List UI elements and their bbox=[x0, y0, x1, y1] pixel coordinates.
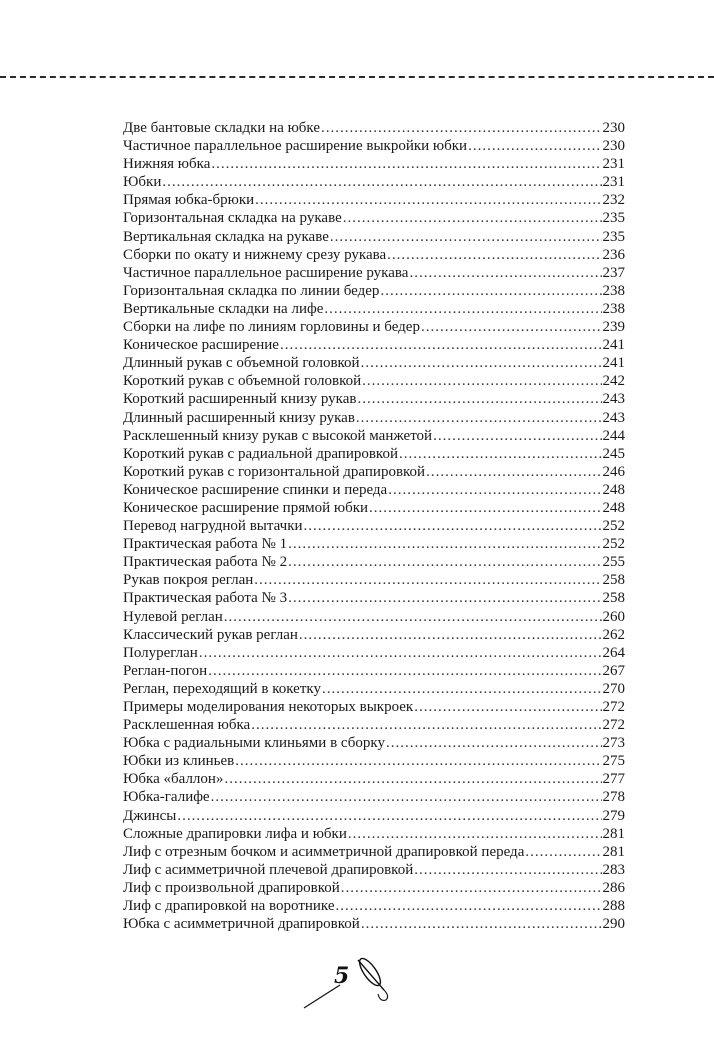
toc-entry-page: 270 bbox=[602, 680, 625, 697]
toc-entry-title: Короткий рукав с радиальной драпировкой bbox=[123, 445, 398, 462]
toc-entry-title: Юбки из клиньев bbox=[123, 753, 235, 770]
toc-entry-page: 243 bbox=[602, 391, 625, 408]
toc-entry bbox=[123, 807, 625, 825]
toc-entry-page: 281 bbox=[602, 843, 625, 860]
dot-leader bbox=[356, 409, 602, 427]
dot-leader bbox=[254, 571, 601, 589]
toc-entry-title: Юбка «баллон» bbox=[123, 771, 224, 788]
dot-leader bbox=[288, 553, 601, 571]
toc-entry bbox=[123, 788, 625, 806]
toc-entry bbox=[123, 734, 625, 752]
toc-entry-page: 252 bbox=[602, 518, 625, 535]
dot-leader bbox=[421, 318, 602, 336]
page-footer bbox=[300, 950, 400, 1020]
toc-entry-page: 232 bbox=[602, 192, 625, 209]
dot-leader bbox=[361, 915, 602, 933]
toc-entry-title: Прямая юбка-брюки bbox=[123, 192, 255, 209]
toc-entry-page: 258 bbox=[602, 590, 625, 607]
toc-entry bbox=[123, 390, 625, 408]
toc-entry-page: 272 bbox=[602, 717, 625, 734]
toc-entry-title: Длинный расширенный книзу рукав bbox=[123, 409, 355, 426]
dot-leader bbox=[414, 698, 601, 716]
toc-entry-page: 248 bbox=[602, 499, 625, 516]
toc-entry-title: Горизонтальная складка по линии бедер bbox=[123, 282, 380, 299]
dot-leader bbox=[343, 209, 602, 227]
dot-leader bbox=[322, 680, 602, 698]
table-of-contents bbox=[123, 119, 625, 933]
dot-leader bbox=[211, 788, 602, 806]
toc-entry-title: Короткий рукав с объемной головкой bbox=[123, 373, 362, 390]
toc-entry bbox=[123, 246, 625, 264]
toc-entry-title: Частичное параллельное расширение рукава bbox=[123, 264, 409, 281]
toc-entry-title: Лиф с отрезным бочком и асимметричной драпировкой переда bbox=[123, 843, 525, 860]
toc-entry-page: 290 bbox=[602, 916, 625, 933]
toc-entry-title: Расклешенный книзу рукав с высокой манжетой bbox=[123, 427, 433, 444]
toc-entry-page: 242 bbox=[602, 373, 625, 390]
toc-entry-page: 241 bbox=[602, 337, 625, 354]
dot-leader bbox=[321, 119, 601, 137]
dot-leader bbox=[380, 282, 601, 300]
toc-entry-title: Коническое расширение спинки и переда bbox=[123, 481, 388, 498]
toc-entry-title: Джинсы bbox=[123, 807, 177, 824]
toc-entry-page: 288 bbox=[602, 898, 625, 915]
toc-entry-page: 248 bbox=[602, 481, 625, 498]
toc-entry-title: Нижняя юбка bbox=[123, 156, 211, 173]
dot-leader bbox=[361, 354, 602, 372]
toc-entry bbox=[123, 372, 625, 390]
dot-leader bbox=[433, 427, 601, 445]
dot-leader bbox=[235, 752, 601, 770]
toc-entry bbox=[123, 409, 625, 427]
toc-entry-page: 281 bbox=[602, 825, 625, 842]
toc-entry bbox=[123, 481, 625, 499]
dot-leader bbox=[426, 463, 601, 481]
dot-leader bbox=[162, 173, 601, 191]
toc-entry bbox=[123, 173, 625, 191]
toc-entry bbox=[123, 571, 625, 589]
toc-entry bbox=[123, 626, 625, 644]
toc-entry bbox=[123, 716, 625, 734]
toc-entry-page: 273 bbox=[602, 735, 625, 752]
toc-entry bbox=[123, 427, 625, 445]
dot-leader bbox=[199, 644, 602, 662]
toc-entry-page: 258 bbox=[602, 572, 625, 589]
toc-entry-page: 244 bbox=[602, 427, 625, 444]
toc-entry-title: Горизонтальная складка на рукаве bbox=[123, 210, 342, 227]
toc-entry-page: 230 bbox=[602, 120, 625, 136]
toc-entry bbox=[123, 209, 625, 227]
toc-entry-title: Сложные драпировки лифа и юбки bbox=[123, 825, 347, 842]
dot-leader bbox=[369, 499, 601, 517]
toc-entry bbox=[123, 861, 625, 879]
toc-entry-page: 237 bbox=[602, 264, 625, 281]
toc-entry bbox=[123, 155, 625, 173]
dot-leader bbox=[208, 662, 601, 680]
dot-leader bbox=[304, 517, 602, 535]
toc-entry-page: 277 bbox=[602, 771, 625, 788]
toc-entry bbox=[123, 589, 625, 607]
toc-entry-title: Перевод нагрудной вытачки bbox=[123, 518, 303, 535]
toc-entry-title: Лиф с асимметричной плечевой драпировкой bbox=[123, 861, 414, 878]
toc-entry bbox=[123, 825, 625, 843]
toc-entry-page: 238 bbox=[602, 300, 625, 317]
toc-entry-page: 238 bbox=[602, 282, 625, 299]
toc-entry-page: 231 bbox=[602, 174, 625, 191]
toc-entry-title: Лиф с драпировкой на воротнике bbox=[123, 898, 335, 915]
toc-entry bbox=[123, 535, 625, 553]
dot-leader bbox=[288, 589, 601, 607]
dot-leader bbox=[387, 246, 601, 264]
toc-entry bbox=[123, 463, 625, 481]
toc-entry bbox=[123, 770, 625, 788]
needle-and-thread-icon bbox=[300, 950, 400, 1020]
toc-entry-title: Сборки по окату и нижнему срезу рукава bbox=[123, 246, 387, 263]
dot-leader bbox=[224, 770, 601, 788]
dot-leader bbox=[330, 228, 602, 246]
toc-entry-title: Практическая работа № 2 bbox=[123, 554, 288, 571]
toc-entry-title: Расклешенная юбка bbox=[123, 717, 251, 734]
dot-leader bbox=[399, 445, 602, 463]
toc-entry-page: 279 bbox=[602, 807, 625, 824]
dot-leader bbox=[288, 535, 601, 553]
toc-entry-title: Длинный рукав с объемной головкой bbox=[123, 355, 360, 372]
toc-entry bbox=[123, 264, 625, 282]
toc-entry-page: 255 bbox=[602, 554, 625, 571]
toc-entry-page: 278 bbox=[602, 789, 625, 806]
toc-entry-page: 272 bbox=[602, 699, 625, 715]
toc-entry bbox=[123, 517, 625, 535]
toc-entry-page: 283 bbox=[602, 861, 625, 878]
dot-leader bbox=[414, 861, 601, 879]
dot-leader bbox=[348, 825, 602, 843]
toc-entry bbox=[123, 662, 625, 680]
toc-entry-title: Сборки на лифе по линиям горловины и бедер bbox=[123, 319, 420, 336]
dot-leader bbox=[336, 897, 602, 915]
toc-entry bbox=[123, 119, 625, 137]
dot-leader bbox=[341, 879, 602, 897]
toc-entry-page: 260 bbox=[602, 608, 625, 625]
toc-entry-page: 236 bbox=[602, 246, 625, 263]
dot-leader bbox=[224, 608, 602, 626]
toc-entry bbox=[123, 879, 625, 897]
toc-entry bbox=[123, 191, 625, 209]
toc-entry bbox=[123, 680, 625, 698]
toc-entry bbox=[123, 698, 625, 716]
toc-entry-page: 231 bbox=[602, 156, 625, 173]
toc-entry-title: Юбки bbox=[123, 174, 162, 191]
toc-entry-title: Практическая работа № 3 bbox=[123, 590, 288, 607]
toc-entry-title: Юбка с радиальными клиньями в сборку bbox=[123, 735, 385, 752]
toc-entry-title: Классический рукав реглан bbox=[123, 626, 298, 643]
toc-entry bbox=[123, 282, 625, 300]
toc-entry bbox=[123, 915, 625, 933]
dot-leader bbox=[177, 807, 601, 825]
toc-entry-page: 239 bbox=[602, 319, 625, 336]
dot-leader bbox=[251, 716, 601, 734]
toc-entry-page: 235 bbox=[602, 210, 625, 227]
toc-entry-title: Две бантовые складки на юбке bbox=[123, 120, 321, 136]
toc-entry bbox=[123, 608, 625, 626]
dot-leader bbox=[324, 300, 601, 318]
dot-leader bbox=[299, 626, 602, 644]
dot-leader bbox=[468, 137, 601, 155]
toc-entry-title: Рукав покроя реглан bbox=[123, 572, 254, 589]
dot-leader bbox=[280, 336, 602, 354]
toc-entry-title: Лиф с произвольной драпировкой bbox=[123, 879, 340, 896]
toc-entry-title: Короткий расширенный книзу рукав bbox=[123, 391, 357, 408]
toc-entry-title: Юбка с асимметричной драпировкой bbox=[123, 916, 360, 933]
toc-entry-title: Вертикальная складка на рукаве bbox=[123, 228, 329, 245]
toc-entry-title: Короткий рукав с горизонтальной драпировкой bbox=[123, 463, 426, 480]
dot-leader bbox=[525, 843, 601, 861]
toc-entry-title: Нулевой реглан bbox=[123, 608, 223, 625]
dot-leader bbox=[211, 155, 601, 173]
toc-entry-title: Реглан, переходящий в кокетку bbox=[123, 680, 321, 697]
toc-entry-title: Юбка-галифе bbox=[123, 789, 210, 806]
toc-entry-title: Полуреглан bbox=[123, 644, 198, 661]
toc-entry bbox=[123, 644, 625, 662]
toc-entry bbox=[123, 897, 625, 915]
toc-entry-title: Коническое расширение bbox=[123, 337, 279, 354]
toc-entry bbox=[123, 336, 625, 354]
toc-entry-title: Частичное параллельное расширение выкройки юбки bbox=[123, 138, 468, 155]
toc-entry-page: 286 bbox=[602, 879, 625, 896]
toc-entry-page: 241 bbox=[602, 355, 625, 372]
toc-entry-page: 267 bbox=[602, 662, 625, 679]
dot-leader bbox=[388, 481, 601, 499]
toc-entry-page: 262 bbox=[602, 626, 625, 643]
page-number: 5 bbox=[334, 963, 350, 989]
toc-entry bbox=[123, 445, 625, 463]
toc-entry-page: 245 bbox=[602, 445, 625, 462]
toc-entry-title: Примеры моделирования некоторых выкроек bbox=[123, 699, 414, 715]
toc-entry bbox=[123, 354, 625, 372]
dot-leader bbox=[362, 372, 601, 390]
toc-entry bbox=[123, 843, 625, 861]
toc-entry bbox=[123, 499, 625, 517]
toc-entry bbox=[123, 137, 625, 155]
toc-entry-page: 243 bbox=[602, 409, 625, 426]
toc-entry-title: Коническое расширение прямой юбки bbox=[123, 499, 369, 516]
toc-entry-title: Вертикальные складки на лифе bbox=[123, 300, 324, 317]
toc-entry bbox=[123, 553, 625, 571]
dot-leader bbox=[409, 264, 601, 282]
dot-leader bbox=[386, 734, 602, 752]
toc-entry-title: Практическая работа № 1 bbox=[123, 536, 288, 553]
toc-entry bbox=[123, 318, 625, 336]
toc-entry-page: 235 bbox=[602, 228, 625, 245]
toc-entry-page: 264 bbox=[602, 644, 625, 661]
toc-entry bbox=[123, 300, 625, 318]
toc-entry-title: Реглан-погон bbox=[123, 662, 208, 679]
toc-entry bbox=[123, 752, 625, 770]
toc-entry-page: 246 bbox=[602, 463, 625, 480]
dashed-cut-line bbox=[0, 76, 714, 78]
toc-entry-page: 230 bbox=[602, 138, 625, 155]
dot-leader bbox=[357, 390, 601, 408]
dot-leader bbox=[255, 191, 601, 209]
toc-entry bbox=[123, 228, 625, 246]
toc-entry-page: 275 bbox=[602, 753, 625, 770]
toc-entry-page: 252 bbox=[602, 536, 625, 553]
